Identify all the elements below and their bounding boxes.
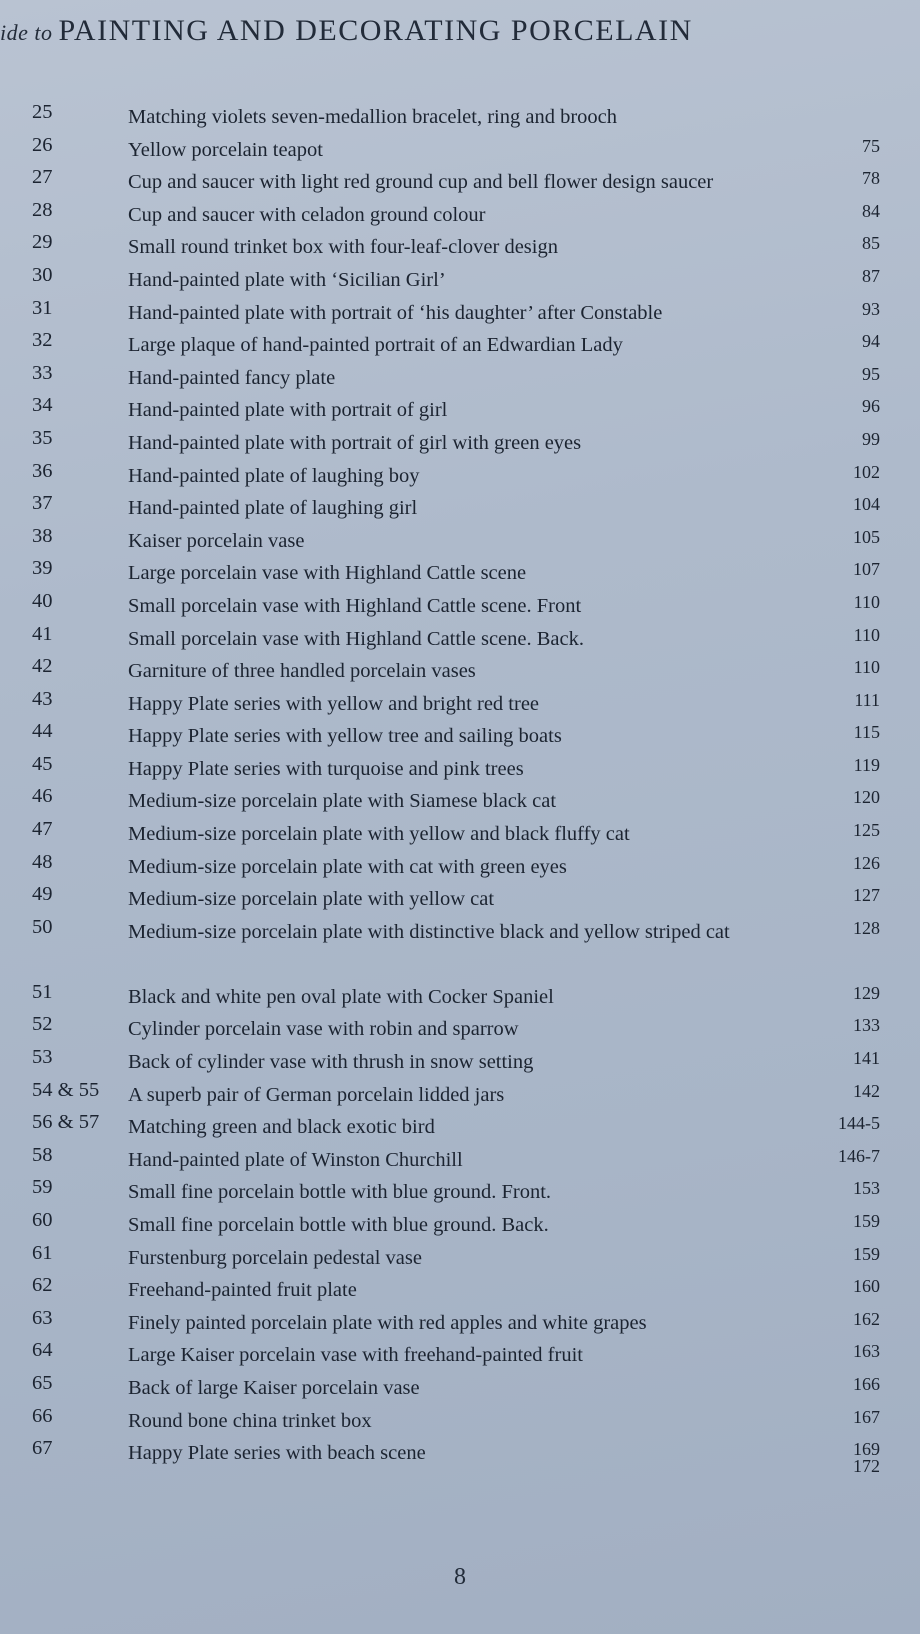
list-item-number: 63 bbox=[32, 1306, 53, 1329]
list-item-number: 59 bbox=[32, 1176, 53, 1199]
list-item bbox=[0, 264, 920, 297]
list-item-page: 146-7 bbox=[838, 1145, 880, 1166]
list-item bbox=[0, 492, 920, 525]
list-item-description: Happy Plate series with turquoise and pink trees bbox=[128, 757, 524, 780]
list-item-description: Back of cylinder vase with thrush in snow setting bbox=[128, 1051, 534, 1074]
list-item-description: Cup and saucer with celadon ground colour bbox=[128, 203, 486, 226]
list-item bbox=[0, 1111, 920, 1144]
list-item-page: 99 bbox=[862, 428, 880, 449]
list-item-description: Medium-size porcelain plate with yellow and black fluffy cat bbox=[128, 823, 630, 846]
list-item-description: Small round trinket box with four-leaf-clover design bbox=[128, 236, 558, 259]
list-item-number: 61 bbox=[32, 1241, 53, 1264]
list-item-number: 30 bbox=[32, 263, 53, 286]
list-item bbox=[0, 590, 920, 623]
list-item bbox=[0, 362, 920, 395]
list-item-number: 64 bbox=[32, 1339, 53, 1362]
list-item-description: Medium-size porcelain plate with Siamese black cat bbox=[128, 790, 557, 813]
list-item-page: 169 bbox=[853, 1439, 880, 1460]
list-item-page: 93 bbox=[862, 298, 880, 319]
list-item-number: 62 bbox=[32, 1274, 53, 1297]
list-item-description: Furstenburg porcelain pedestal vase bbox=[128, 1246, 422, 1269]
list-item-number: 46 bbox=[32, 785, 53, 808]
list-item-page: 84 bbox=[862, 200, 880, 221]
list-item-page: 166 bbox=[853, 1373, 880, 1394]
list-item bbox=[0, 525, 920, 558]
list-item-description: Hand-painted plate with ‘Sicilian Girl’ bbox=[128, 268, 446, 291]
list-item-number: 32 bbox=[32, 329, 53, 352]
list-item-description: Hand-painted plate with portrait of girl bbox=[128, 399, 448, 422]
list-item bbox=[0, 231, 920, 264]
list-item-number: 50 bbox=[32, 915, 53, 938]
list-item bbox=[0, 460, 920, 493]
list-item-page: 105 bbox=[853, 526, 880, 547]
list-item-page: 127 bbox=[853, 885, 880, 906]
list-item bbox=[0, 329, 920, 362]
running-header-lead: ide to bbox=[0, 20, 53, 45]
list-item-number: 53 bbox=[32, 1046, 53, 1069]
list-item-number: 67 bbox=[32, 1437, 53, 1460]
list-item-number: 60 bbox=[32, 1209, 53, 1231]
list-item-description: Black and white pen oval plate with Cocker Spaniel bbox=[128, 985, 554, 1008]
list-item-page: 85 bbox=[862, 233, 880, 254]
page-number: 8 bbox=[454, 1564, 466, 1590]
list-item-page: 129 bbox=[853, 982, 880, 1003]
list-item-description: Medium-size porcelain plate with distinctive black and yellow striped cat bbox=[128, 920, 730, 943]
list-item-number: 56 & 57 bbox=[32, 1111, 100, 1134]
list-item-description: Medium-size porcelain plate with yellow cat bbox=[128, 888, 495, 911]
list-item-page: 172 bbox=[853, 1455, 880, 1476]
list-item-page: 163 bbox=[853, 1341, 880, 1362]
list-item-description: Garniture of three handled porcelain vases bbox=[128, 660, 476, 683]
list-item bbox=[0, 720, 920, 753]
list-item-page: 128 bbox=[853, 917, 880, 938]
list-item bbox=[0, 1176, 920, 1209]
list-item-description: Happy Plate series with beach scene bbox=[128, 1442, 426, 1465]
list-item bbox=[0, 623, 920, 656]
list-item-number: 26 bbox=[32, 133, 53, 156]
list-item-number: 40 bbox=[32, 589, 53, 612]
list-item bbox=[0, 297, 920, 330]
list-item-number: 35 bbox=[32, 426, 53, 449]
list-item bbox=[0, 753, 920, 786]
list-item-number: 43 bbox=[32, 687, 53, 710]
list-item-description: Small porcelain vase with Highland Cattle scene. Front bbox=[128, 594, 582, 617]
list-item-page: 119 bbox=[853, 754, 880, 775]
list-item-description: Large plaque of hand-painted portrait of an Edwardian Lady bbox=[128, 334, 623, 357]
list-item-page: 78 bbox=[862, 168, 880, 189]
list-item bbox=[0, 655, 920, 688]
list-item-number: 37 bbox=[32, 492, 53, 515]
list-item-number: 28 bbox=[32, 198, 53, 221]
list-item-description: Freehand-painted fruit plate bbox=[128, 1279, 357, 1302]
list-item-number: 49 bbox=[32, 883, 53, 906]
list-item-number: 47 bbox=[32, 818, 53, 841]
list-item-page: 95 bbox=[862, 363, 880, 384]
illustration-list bbox=[0, 101, 920, 1476]
list-item bbox=[0, 1079, 920, 1112]
list-item-number: 66 bbox=[32, 1404, 53, 1427]
list-item bbox=[0, 166, 920, 199]
list-item bbox=[0, 785, 920, 818]
list-item-page: 94 bbox=[862, 331, 880, 352]
list-item-number: 39 bbox=[32, 557, 53, 580]
list-item-page: 110 bbox=[853, 591, 880, 612]
list-item-page: 159 bbox=[853, 1243, 880, 1264]
list-item-description: Matching green and black exotic bird bbox=[128, 1116, 435, 1139]
list-item-number: 45 bbox=[32, 752, 53, 775]
list-item bbox=[0, 1144, 920, 1177]
list-item-page: 107 bbox=[853, 559, 880, 580]
list-item-description: Small fine porcelain bottle with blue ground. Front. bbox=[128, 1181, 552, 1204]
list-item bbox=[0, 1307, 920, 1340]
list-item-description: Happy Plate series with yellow and bright red tree bbox=[128, 692, 540, 715]
list-item-page: 75 bbox=[862, 135, 880, 156]
list-item-description: Matching violets seven-medallion bracelet, ring and brooch bbox=[128, 106, 617, 128]
list-item-number: 29 bbox=[32, 231, 53, 254]
list-item-number: 52 bbox=[32, 1013, 53, 1036]
list-item-description: Happy Plate series with yellow tree and sailing boats bbox=[128, 725, 562, 748]
list-item-description: Small porcelain vase with Highland Cattle scene. Back. bbox=[128, 627, 584, 650]
list-item-description: Finely painted porcelain plate with red apples and white grapes bbox=[128, 1311, 647, 1334]
list-item-page: 87 bbox=[862, 265, 880, 286]
list-item bbox=[0, 1437, 920, 1470]
list-item bbox=[0, 134, 920, 167]
list-item-page: 142 bbox=[853, 1080, 880, 1101]
list-item-number: 25 bbox=[32, 101, 53, 123]
list-item-page: 160 bbox=[853, 1276, 880, 1297]
list-item bbox=[0, 981, 920, 1014]
list-item bbox=[0, 199, 920, 232]
running-header-title: PAINTING AND DECORATING PORCELAIN bbox=[58, 14, 693, 47]
list-item-page: 96 bbox=[862, 396, 880, 417]
list-item-page: 104 bbox=[853, 494, 880, 515]
list-item-description: Back of large Kaiser porcelain vase bbox=[128, 1376, 420, 1399]
list-item-description: Hand-painted plate of Winston Churchill bbox=[128, 1148, 463, 1171]
list-item-description: Hand-painted plate of laughing boy bbox=[128, 464, 420, 487]
list-item-page: 144-5 bbox=[838, 1113, 880, 1134]
list-item bbox=[0, 818, 920, 851]
list-item-description: Hand-painted plate of laughing girl bbox=[128, 497, 418, 520]
list-item-number: 58 bbox=[32, 1143, 53, 1166]
list-item-number: 33 bbox=[32, 361, 53, 384]
list-item-number: 34 bbox=[32, 394, 53, 417]
list-item bbox=[0, 1372, 920, 1405]
list-item bbox=[0, 1405, 920, 1438]
list-item-number: 65 bbox=[32, 1371, 53, 1394]
list-item-description: Large porcelain vase with Highland Cattle scene bbox=[128, 562, 527, 585]
list-item bbox=[0, 916, 920, 981]
list-item-page: 159 bbox=[853, 1211, 880, 1231]
list-item-description: Hand-painted plate with portrait of ‘his daughter’ after Constable bbox=[128, 301, 663, 324]
list-item-page: 141 bbox=[853, 1048, 880, 1069]
list-item-page: 110 bbox=[853, 657, 880, 678]
list-item-number: 48 bbox=[32, 850, 53, 873]
list-item bbox=[0, 101, 920, 134]
list-item bbox=[0, 688, 920, 721]
list-item-description: Round bone china trinket box bbox=[128, 1409, 372, 1432]
list-item-number: 38 bbox=[32, 524, 53, 547]
list-item-page: 133 bbox=[853, 1015, 880, 1036]
list-item-number: 36 bbox=[32, 459, 53, 482]
list-item bbox=[0, 1274, 920, 1307]
list-item-description: Cylinder porcelain vase with robin and sparrow bbox=[128, 1018, 519, 1041]
list-item bbox=[0, 1242, 920, 1275]
list-item-number: 54 & 55 bbox=[32, 1078, 100, 1101]
running-header bbox=[0, 14, 920, 48]
list-item-number: 31 bbox=[32, 296, 53, 319]
list-item-description: Hand-painted fancy plate bbox=[128, 366, 336, 389]
list-item-page: 153 bbox=[853, 1178, 880, 1199]
list-item bbox=[0, 1209, 920, 1242]
list-item-page: 120 bbox=[853, 787, 880, 808]
list-item-number: 51 bbox=[32, 980, 53, 1003]
list-item-description: A superb pair of German porcelain lidded jars bbox=[128, 1083, 505, 1106]
list-item bbox=[0, 394, 920, 427]
list-item-description: Kaiser porcelain vase bbox=[128, 529, 305, 552]
list-item-description: Small fine porcelain bottle with blue ground. Back. bbox=[128, 1214, 549, 1236]
list-item-page: 110 bbox=[853, 624, 880, 645]
list-item-page: 162 bbox=[853, 1308, 880, 1329]
list-item bbox=[0, 1046, 920, 1079]
list-item-description: Large Kaiser porcelain vase with freehand-painted fruit bbox=[128, 1344, 583, 1367]
list-item-page: 111 bbox=[854, 689, 880, 710]
list-item-description: Cup and saucer with light red ground cup and bell flower design saucer bbox=[128, 171, 714, 194]
list-item-description: Yellow porcelain teapot bbox=[128, 138, 323, 161]
list-item-page: 125 bbox=[853, 820, 880, 841]
list-item bbox=[0, 557, 920, 590]
list-item-description: Medium-size porcelain plate with cat with green eyes bbox=[128, 855, 567, 878]
list-item bbox=[0, 427, 920, 460]
list-item-page: 167 bbox=[853, 1406, 880, 1427]
list-item bbox=[0, 1013, 920, 1046]
list-item bbox=[0, 1339, 920, 1372]
list-item-number: 27 bbox=[32, 166, 53, 189]
list-item-page: 115 bbox=[853, 722, 880, 743]
list-item-number: 44 bbox=[32, 720, 53, 743]
list-item bbox=[0, 883, 920, 916]
list-item-number: 41 bbox=[32, 622, 53, 645]
list-item bbox=[0, 851, 920, 884]
list-item-page: 126 bbox=[853, 852, 880, 873]
list-item-page: 102 bbox=[853, 461, 880, 482]
list-item-description: Hand-painted plate with portrait of girl with green eyes bbox=[128, 431, 582, 454]
list-item-number: 42 bbox=[32, 655, 53, 678]
